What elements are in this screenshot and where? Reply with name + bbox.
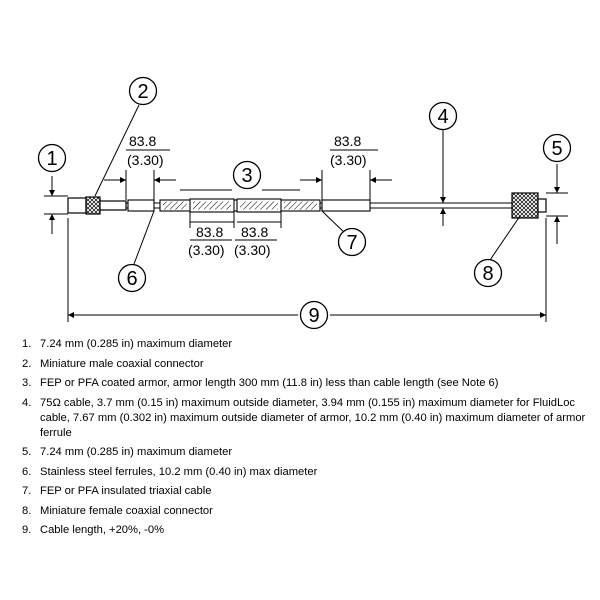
svg-text:1: 1 <box>46 148 58 170</box>
note-item <box>22 504 592 519</box>
dim-lower-left-in: (3.30) <box>188 242 225 258</box>
svg-text:8: 8 <box>482 263 494 285</box>
svg-text:7: 7 <box>346 232 358 254</box>
note-item <box>22 396 592 442</box>
dim-upper-left-mm: 83.8 <box>129 133 157 149</box>
callout-8 <box>475 260 502 287</box>
callout-7 <box>339 229 366 256</box>
note-text: 7.24 mm (0.285 in) maximum diameter <box>40 446 233 459</box>
notes-list <box>22 337 592 543</box>
note-number: 9. <box>22 524 32 537</box>
callout-5 <box>544 135 571 162</box>
svg-text:2: 2 <box>137 81 149 103</box>
callout-6 <box>119 265 146 292</box>
callout-4 <box>430 103 457 130</box>
dim-upper-left-in: (3.30) <box>127 152 164 168</box>
note-item <box>22 376 592 391</box>
note-item <box>22 465 592 480</box>
armor-section <box>160 199 320 212</box>
note-item <box>22 337 592 352</box>
svg-text:3: 3 <box>241 165 253 187</box>
note-number: 5. <box>22 446 32 459</box>
note-number: 4. <box>22 396 32 409</box>
dim-upper-right-mm: 83.8 <box>334 133 362 149</box>
dim-lower-right-mm: 83.8 <box>241 224 269 240</box>
dim-right-diameter <box>546 164 568 244</box>
note-text: Miniature male coaxial connector <box>40 357 204 370</box>
dim-lower-left-mm: 83.8 <box>196 224 224 240</box>
note-number: 7. <box>22 485 32 498</box>
note-text: 7.24 mm (0.285 in) maximum diameter <box>40 338 233 350</box>
leader-lines <box>95 105 520 264</box>
note-text: FEP or PFA insulated triaxial cable <box>40 485 212 498</box>
note-text: FEP or PFA coated armor, armor length 300 mm (11.8 in) less than cable length (see Note 6) <box>40 377 499 389</box>
note-text: Stainless steel ferrules, 10.2 mm (0.40 in) max diameter <box>40 465 318 478</box>
note-text: Cable length, +20%, -0% <box>40 524 165 537</box>
note-number: 3. <box>22 377 32 389</box>
right-ferrule <box>322 200 370 211</box>
svg-text:9: 9 <box>308 305 320 327</box>
note-number: 2. <box>22 357 32 370</box>
dim-left-diameter <box>44 176 68 234</box>
callout-3 <box>234 162 261 189</box>
note-item <box>22 445 592 460</box>
svg-text:6: 6 <box>126 268 138 290</box>
svg-text:5: 5 <box>551 138 563 160</box>
callout-1 <box>39 145 66 172</box>
left-ferrule <box>128 200 154 211</box>
callout-2 <box>130 78 157 105</box>
note-item <box>22 357 592 372</box>
callout-9 <box>301 302 328 329</box>
dim-upper-right-in: (3.30) <box>330 152 367 168</box>
note-item <box>22 484 592 499</box>
note-number: 8. <box>22 504 32 517</box>
note-text: Miniature female coaxial connector <box>40 504 213 517</box>
svg-text:4: 4 <box>437 106 449 128</box>
dim-lower-right-in: (3.30) <box>234 242 271 258</box>
note-number: 1. <box>22 338 32 350</box>
note-text: 75Ω cable, 3.7 mm (0.15 in) maximum outside diameter, 3.94 mm (0.155 in) maximum diameter for FluidLoc cable, 7.67 mm (0.302 in) maximum outside diameter of armor, 10.2 mm (0.40 in) maximum diameter of armor ferrule <box>40 396 586 439</box>
note-number: 6. <box>22 465 32 478</box>
note-item <box>22 523 592 538</box>
male-connector <box>68 197 126 214</box>
female-connector <box>512 193 546 218</box>
